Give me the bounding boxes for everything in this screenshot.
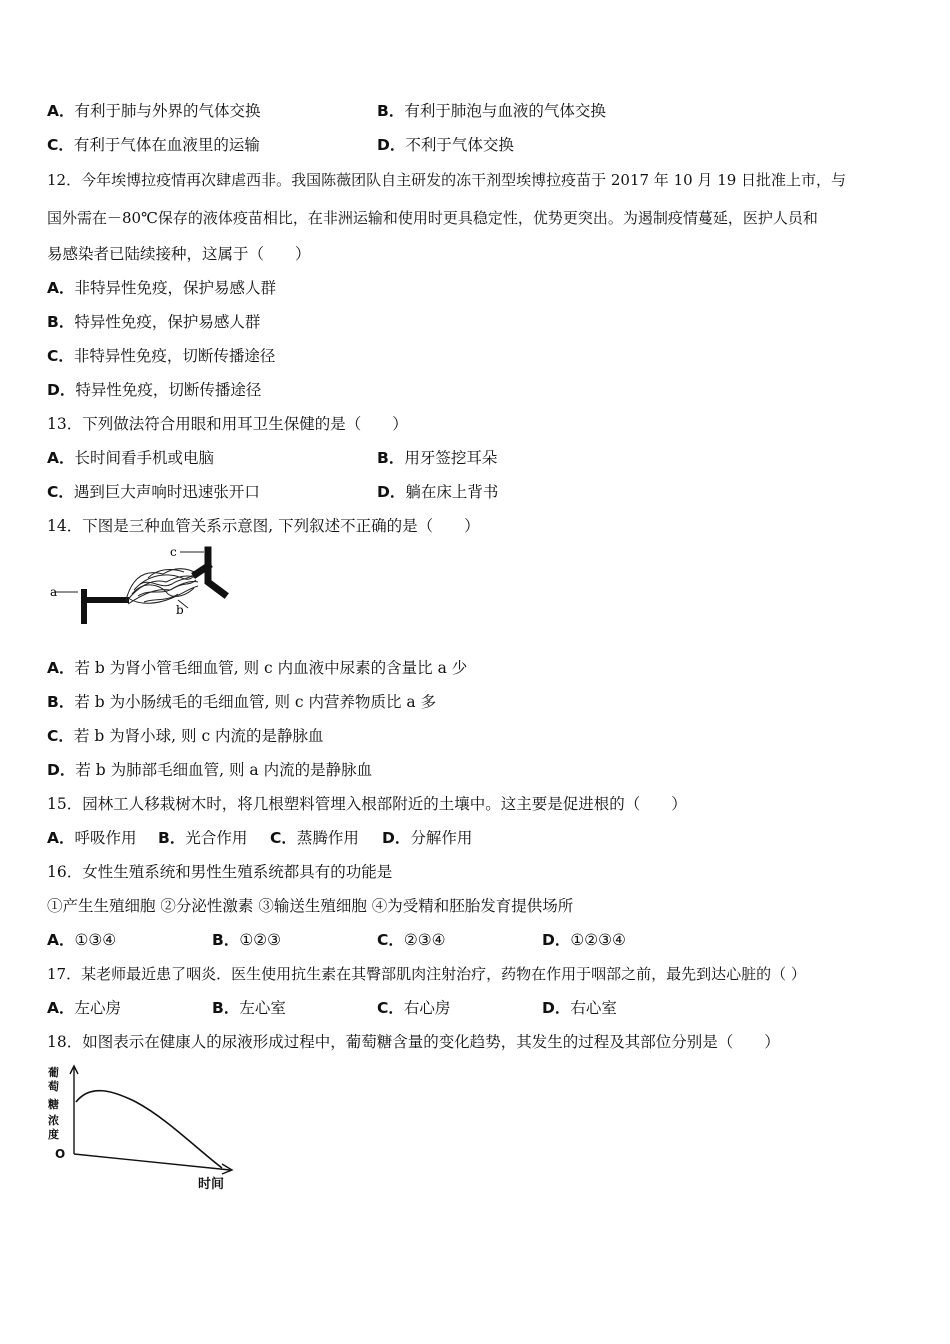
option-text: ①③④ [74,931,117,949]
option-text: 分解作用 [410,829,473,847]
xlabel: 时间 [198,1177,225,1192]
option-text: 光合作用 [185,829,248,847]
q14-option-a [47,658,467,678]
q14-option-b [47,692,436,712]
option-label: C． [47,483,74,501]
q12-option-a [47,278,276,298]
option-label: C． [377,931,404,949]
option-label: C． [270,829,297,847]
option-label: C． [47,347,74,365]
option-label: A． [47,931,75,949]
option-label: B． [47,313,75,331]
label-b: b [176,603,184,617]
q12-stem-line-2: 国外需在－80℃保存的液体疫苗相比，在非洲运输和使用时更具稳定性，优势更突出。为遏制疫情蔓延，医护人员和 [47,209,818,227]
q11-option-b [377,101,606,121]
q12-option-c [47,346,275,366]
ylabel-char-3: 糖 [48,1098,59,1111]
q16-stem: 16．女性生殖系统和男性生殖系统都具有的功能是 [47,863,393,881]
option-text: 特异性免疫，切断传播途径 [75,381,262,399]
q11-option-d [377,135,514,155]
q13-option-b [377,448,497,468]
option-label: D． [47,761,76,779]
capillary-network-b [126,569,198,604]
label-a: a [50,585,58,599]
vessel-c-shape [196,550,224,594]
option-label: D． [382,829,411,847]
option-label: A． [47,829,75,847]
option-text: 若 b 为肺部毛细血管, 则 a 内流的是静脉血 [75,761,373,779]
option-label: B． [377,102,405,120]
option-text: 非特异性免疫，切断传播途径 [73,347,276,365]
ylabel-char-2: 萄 [48,1080,59,1093]
q13-option-a [47,448,214,468]
origin-label: O [55,1147,66,1161]
option-label: A． [47,659,75,677]
option-text: 用牙签挖耳朵 [404,449,498,467]
q13-option-c [47,482,260,502]
option-label: D． [47,381,76,399]
option-label: D． [542,931,571,949]
q12-stem-line-1: 12．今年埃博拉疫情再次肆虐西非。我国陈薇团队自主研发的冻干剂型埃博拉疫苗于 2017 年 10 月 19 日批准上市，与 [47,171,847,189]
q14-option-c [47,726,324,746]
option-label: C． [47,136,74,154]
q14-stem: 14．下图是三种血管关系示意图, 下列叙述不正确的是（ ） [47,517,480,535]
option-text: 呼吸作用 [74,829,137,847]
option-label: D． [377,483,406,501]
option-label: D． [542,999,571,1017]
option-label: B． [212,931,240,949]
q13-option-d [377,482,498,502]
option-text: 躺在床上背书 [405,483,499,501]
option-text: ②③④ [403,931,446,949]
q11-option-c [47,135,260,155]
option-label: A． [47,102,75,120]
option-text: 遇到巨大声响时迅速张开口 [73,483,260,501]
option-label: B． [212,999,240,1017]
q15-option-d [382,828,472,848]
option-text: 不利于气体交换 [405,136,514,154]
option-text: 有利于气体在血液里的运输 [73,136,260,154]
option-label: B． [47,693,75,711]
q15-option-a [47,828,137,848]
option-text: 右心房 [403,999,451,1017]
q12-option-b [47,312,260,332]
option-text: 左心室 [239,999,286,1017]
q17-option-c [377,998,450,1018]
option-text: 非特异性免疫，保护易感人群 [74,279,277,297]
option-label: A． [47,449,75,467]
ylabel-char-1: 葡 [48,1066,59,1079]
option-text: 有利于肺与外界的气体交换 [74,102,261,120]
glucose-concentration-graph [46,1064,246,1192]
q16-items: ①产生生殖细胞 ②分泌性激素 ③输送生殖细胞 ④为受精和胚胎发育提供场所 [47,897,574,915]
q11-option-a [47,101,261,121]
option-label: B． [377,449,405,467]
ylabel-char-5: 度 [48,1128,59,1141]
q12-option-d [47,380,261,400]
q18-stem: 18．如图表示在健康人的尿液形成过程中，葡萄糖含量的变化趋势，其发生的过程及其部位分别是（ ） [47,1033,780,1051]
q15-stem: 15．园林工人移栽树木时，将几根塑料管埋入根部附近的土壤中。这主要是促进根的（ ） [47,795,687,813]
option-text: 若 b 为肾小球, 则 c 内流的是静脉血 [73,727,324,745]
q15-option-b [158,828,247,848]
option-text: 若 b 为肾小管毛细血管, 则 c 内血液中尿素的含量比 a 少 [74,659,468,677]
q16-option-b [212,930,281,950]
option-text: 有利于肺泡与血液的气体交换 [404,102,606,120]
q17-stem: 17．某老师最近患了咽炎．医生使用抗生素在其臀部肌肉注射治疗，药物在作用于咽部之前，最先到达心脏的（ ） [47,965,806,983]
q16-option-a [47,930,116,950]
option-text: ①②③④ [570,931,626,949]
option-text: ①②③ [239,931,282,949]
q17-option-a [47,998,121,1018]
q15-option-c [270,828,359,848]
q16-option-d [542,930,626,950]
ylabel-char-4: 浓 [48,1114,59,1127]
q17-option-b [212,998,286,1018]
q14-option-d [47,760,372,780]
option-label: D． [377,136,406,154]
option-text: 左心房 [74,999,122,1017]
label-c: c [170,545,177,559]
option-text: 蒸腾作用 [296,829,359,847]
option-label: A． [47,279,75,297]
q16-option-c [377,930,446,950]
option-label: C． [377,999,404,1017]
option-text: 长时间看手机或电脑 [74,449,215,467]
option-text: 若 b 为小肠绒毛的毛细血管, 则 c 内营养物质比 a 多 [74,693,437,711]
q13-stem: 13．下列做法符合用眼和用耳卫生保健的是（ ） [47,415,408,433]
option-label: A． [47,999,75,1017]
option-text: 右心室 [570,999,617,1017]
q12-stem-line-3: 易感染者已陆续接种，这属于（ ） [47,245,311,263]
option-label: B． [158,829,186,847]
vessel-a-shape [84,592,126,622]
option-text: 特异性免疫，保护易感人群 [74,313,261,331]
blood-vessel-diagram [48,544,230,624]
q17-option-d [542,998,617,1018]
option-label: C． [47,727,74,745]
